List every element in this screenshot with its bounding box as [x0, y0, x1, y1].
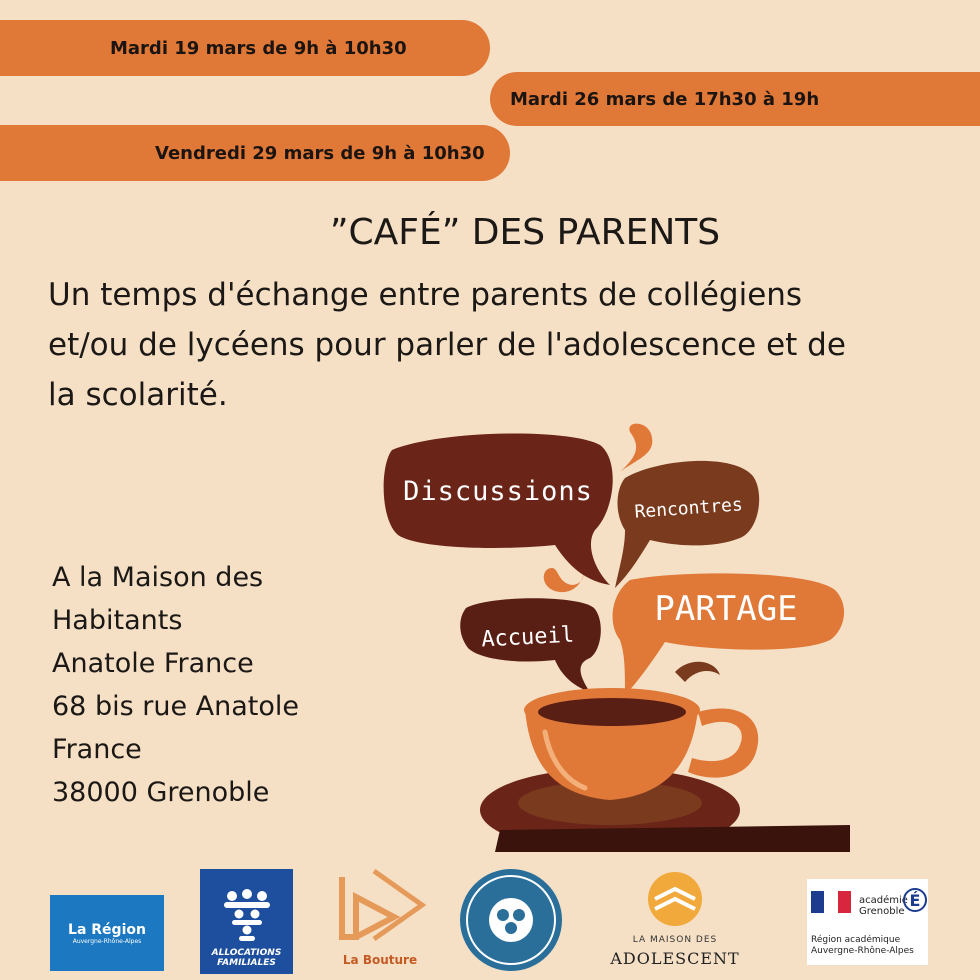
bubble-text-accueil: Accueil: [480, 622, 575, 653]
logo-ville-grenoble: [458, 865, 564, 975]
bubble-text-discussions: Discussions: [403, 476, 593, 507]
acad-line-1: académie: [859, 895, 908, 906]
date-text-2: Mardi 26 mars de 17h30 à 19h: [510, 88, 820, 110]
description-line-2: et/ou de lycéens pour parler de l'adolescence et de: [48, 327, 846, 363]
logo-maison-adolescent: [600, 869, 750, 974]
description: [48, 270, 948, 420]
bubble-text-partage: PARTAGE: [654, 589, 798, 629]
logo-caf: [200, 869, 293, 974]
logo-la-bouture: [334, 867, 426, 973]
date-banner-2: [490, 72, 980, 126]
bubble-rencontres: [615, 461, 759, 588]
caf-line-1: ALLOCATIONS: [211, 948, 282, 958]
description-line-3: la scolarité.: [48, 377, 228, 413]
coffee-cup-illustration: [380, 420, 850, 860]
bouture-text: La Bouture: [342, 953, 418, 967]
date-text-1: Mardi 19 mars de 9h à 10h30: [110, 37, 407, 59]
caf-line-2: FAMILIALES: [217, 958, 276, 968]
acad-line-2: Grenoble: [859, 906, 905, 917]
address-line-2: Habitants: [52, 605, 183, 636]
region-title: La Région: [68, 921, 146, 938]
description-line-1: Un temps d'échange entre parents de collégiens: [48, 277, 803, 313]
mda-line-2: ADOLESCENT: [610, 949, 740, 968]
steam-curl-right: [675, 662, 720, 682]
partner-logos: [0, 865, 980, 980]
address-line-1: A la Maison des: [52, 562, 264, 593]
bubble-text-rencontres: Rencontres: [633, 494, 744, 523]
address-block: [52, 556, 352, 814]
acad-line-4: Auvergne-Rhône-Alpes: [811, 946, 914, 956]
region-subtitle: Auvergne-Rhône-Alpes: [72, 937, 142, 945]
page-title: ”CAFÉ” DES PARENTS: [329, 212, 721, 253]
family-icon: [212, 888, 282, 948]
play-arrow-icon: [334, 867, 426, 947]
logo-region: [50, 895, 164, 971]
acad-region: [811, 935, 914, 957]
address-line-6: 38000 Grenoble: [52, 777, 270, 808]
date-banner-1: [0, 20, 490, 76]
address-line-3: Anatole France: [52, 648, 254, 679]
cup-handle: [688, 709, 758, 778]
date-text-3: Vendredi 29 mars de 9h à 10h30: [155, 142, 485, 164]
acad-line-3: Région académique: [811, 935, 901, 945]
cup-coffee: [538, 698, 686, 726]
logo-academie-grenoble: [807, 879, 928, 965]
svg-text:É: É: [909, 891, 921, 910]
acad-name: [859, 895, 908, 917]
address-line-4: 68 bis rue Anatole: [52, 691, 299, 722]
mda-emblem-icon: [600, 869, 750, 931]
steam-swirl-top: [620, 424, 652, 472]
grenoble-seal-icon: [458, 865, 564, 975]
date-banner-3: [0, 125, 510, 181]
french-flag-icon: [811, 891, 851, 913]
bubble-discussions: [384, 434, 613, 585]
mda-line-1: LA MAISON DES: [632, 935, 718, 945]
e-letter-icon: [903, 885, 927, 915]
address-line-5: France: [52, 734, 142, 765]
